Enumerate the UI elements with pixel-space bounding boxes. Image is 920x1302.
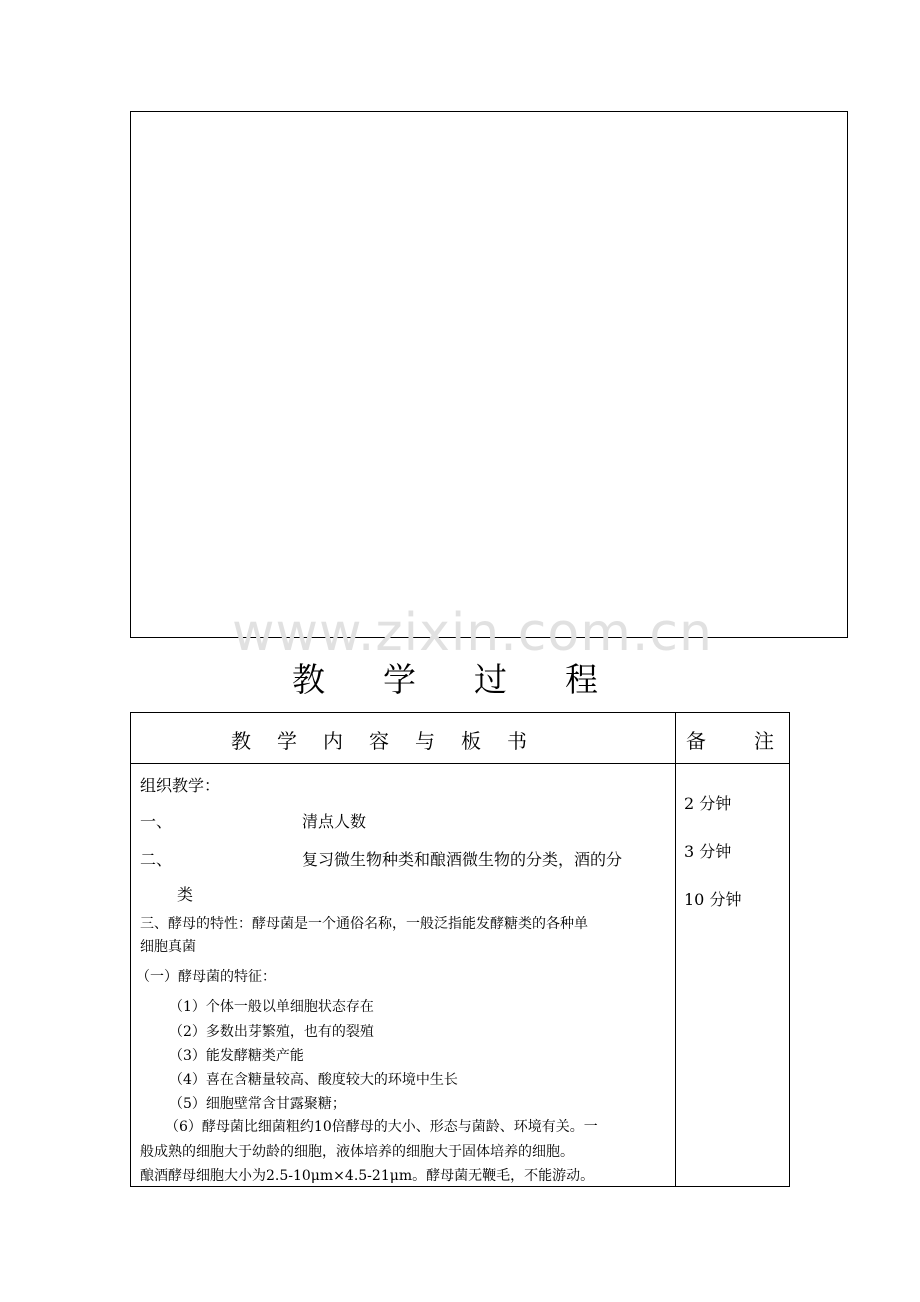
- time-note: 2 分钟: [684, 794, 732, 813]
- feature-point: （2）多数出芽繁殖，也有的裂殖: [169, 1024, 374, 1040]
- heading-char: 学: [383, 660, 416, 699]
- item2-continuation: 类: [177, 885, 194, 904]
- item2-text: 复习微生物种类和酿酒微生物的分类，酒的分: [302, 850, 623, 869]
- header-char: 备: [686, 729, 706, 753]
- header-content-cell: [231, 725, 527, 754]
- item2-number: 二、: [140, 850, 173, 869]
- section3-line: 细胞真菌: [140, 939, 196, 955]
- time-note: 10 分钟: [684, 890, 742, 909]
- header-char: 学: [277, 729, 297, 753]
- watermark: www.zixin.com.cn: [232, 603, 713, 663]
- heading-char: 程: [565, 660, 598, 699]
- header-notes-cell: [686, 725, 774, 754]
- header-char: 书: [507, 729, 527, 753]
- item1-number: 一、: [140, 812, 173, 831]
- header-char: 教: [231, 729, 251, 753]
- item1-text: 清点人数: [302, 812, 367, 831]
- header-divider: [131, 763, 789, 764]
- section3-line: 三、酵母的特性：酵母菌是一个通俗名称，一般泛指能发酵糖类的各种单: [140, 916, 588, 932]
- point6-line: 般成熟的细胞大于幼龄的细胞，液体培养的细胞大于固体培养的细胞。: [140, 1144, 574, 1160]
- header-char: 与: [415, 729, 435, 753]
- header-char: 板: [461, 729, 481, 753]
- page-heading: [292, 654, 598, 701]
- feature-point: （5）细胞壁常含甘露聚糖；: [169, 1096, 346, 1112]
- time-note: 3 分钟: [684, 842, 732, 861]
- subsection-title: （一）酵母菌的特征：: [136, 969, 276, 985]
- point6-line: （6）酵母菌比细菌粗约10倍酵母的大小、形态与菌龄、环境有关。一: [165, 1119, 598, 1135]
- point6-line: 酿酒酵母细胞大小为2.5-10μm×4.5-21μm。酵母菌无鞭毛，不能游动。: [140, 1168, 595, 1184]
- header-char: 内: [323, 729, 343, 753]
- feature-point: （4）喜在含糖量较高、酸度较大的环境中生长: [169, 1072, 458, 1088]
- org-label: 组织教学：: [140, 776, 221, 795]
- empty-frame: [130, 111, 848, 638]
- heading-char: 教: [292, 660, 325, 699]
- feature-point: （3）能发酵糖类产能: [169, 1048, 304, 1064]
- feature-point: （1）个体一般以单细胞状态存在: [169, 999, 374, 1015]
- column-divider: [675, 713, 676, 1186]
- teaching-process-table: [130, 712, 790, 1187]
- header-char: 注: [754, 729, 774, 753]
- header-char: 容: [369, 729, 389, 753]
- heading-char: 过: [474, 660, 507, 699]
